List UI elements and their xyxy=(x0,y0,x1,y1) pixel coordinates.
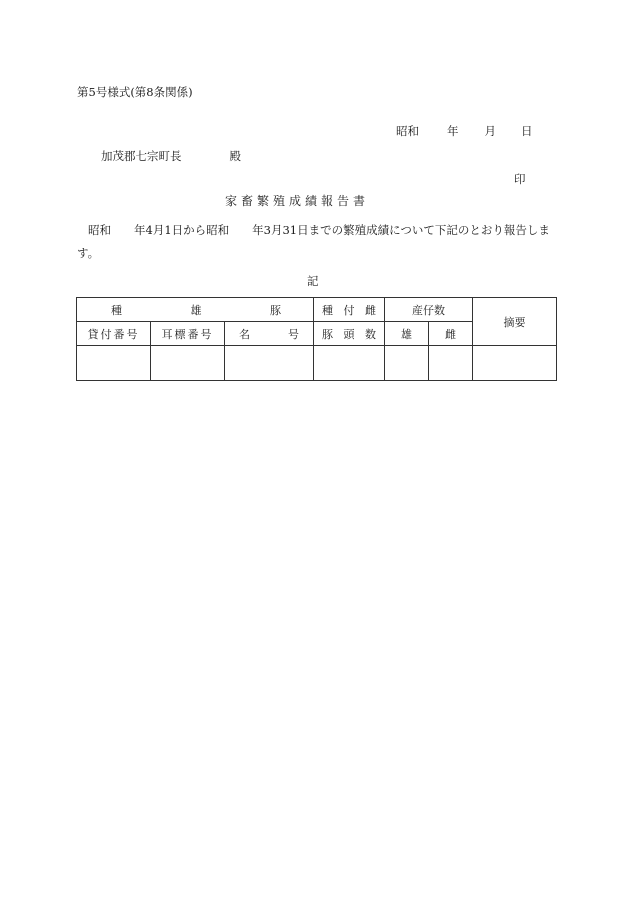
sow-count-header-bottom xyxy=(314,322,385,346)
sow-bottom-char-1: 豚 xyxy=(322,327,334,341)
body-text: 昭和 年4月1日から昭和 年3月31日までの繁殖成績について下記のとおり報告します。 xyxy=(77,223,550,260)
female-header: 雌 xyxy=(429,322,473,346)
ear-tag-header: 耳標番号 xyxy=(151,322,225,346)
male-count-cell[interactable] xyxy=(385,346,429,381)
remarks-cell[interactable] xyxy=(473,346,557,381)
loan-number-header: 貸付番号 xyxy=(77,322,151,346)
name-header xyxy=(225,322,314,346)
sow-count-cell[interactable] xyxy=(314,346,385,381)
remarks-header: 摘要 xyxy=(473,298,557,346)
date-era: 昭和 xyxy=(396,124,419,138)
form-number: 第5号様式(第8条関係) xyxy=(77,85,193,99)
sow-top-char-3: 雌 xyxy=(365,303,377,317)
loan-number-cell[interactable] xyxy=(77,346,151,381)
male-header: 雄 xyxy=(385,322,429,346)
date-month: 月 xyxy=(484,124,496,138)
addressee-name: 加茂郡七宗町長 xyxy=(101,149,182,163)
table-row xyxy=(77,346,557,381)
breeding-report-table xyxy=(76,297,557,381)
boar-char-1: 種 xyxy=(111,303,122,317)
boar-char-3: 豚 xyxy=(270,303,281,317)
date-year: 年 xyxy=(447,124,459,138)
addressee-honorific: 殿 xyxy=(229,149,241,163)
piglets-header: 産仔数 xyxy=(385,298,473,322)
date-day: 日 xyxy=(521,124,533,138)
female-count-cell[interactable] xyxy=(429,346,473,381)
boar-char-2: 雄 xyxy=(190,303,202,317)
sow-top-char-2: 付 xyxy=(343,303,355,317)
sow-bottom-char-2: 頭 xyxy=(343,327,355,341)
header-row-1 xyxy=(77,298,557,322)
ear-tag-cell[interactable] xyxy=(151,346,225,381)
document-title: 家畜繁殖成績報告書 xyxy=(225,194,370,208)
sow-top-char-1: 種 xyxy=(322,303,334,317)
date-line xyxy=(396,124,533,138)
sow-count-header-top xyxy=(314,298,385,322)
addressee xyxy=(101,149,241,163)
name-char-1: 名 xyxy=(239,327,250,341)
sow-bottom-char-3: 数 xyxy=(365,327,377,341)
name-cell[interactable] xyxy=(225,346,314,381)
name-char-2: 号 xyxy=(288,327,300,341)
boar-group-header xyxy=(77,298,314,322)
ki-heading: 記 xyxy=(307,274,319,288)
seal-mark: 印 xyxy=(514,172,526,186)
